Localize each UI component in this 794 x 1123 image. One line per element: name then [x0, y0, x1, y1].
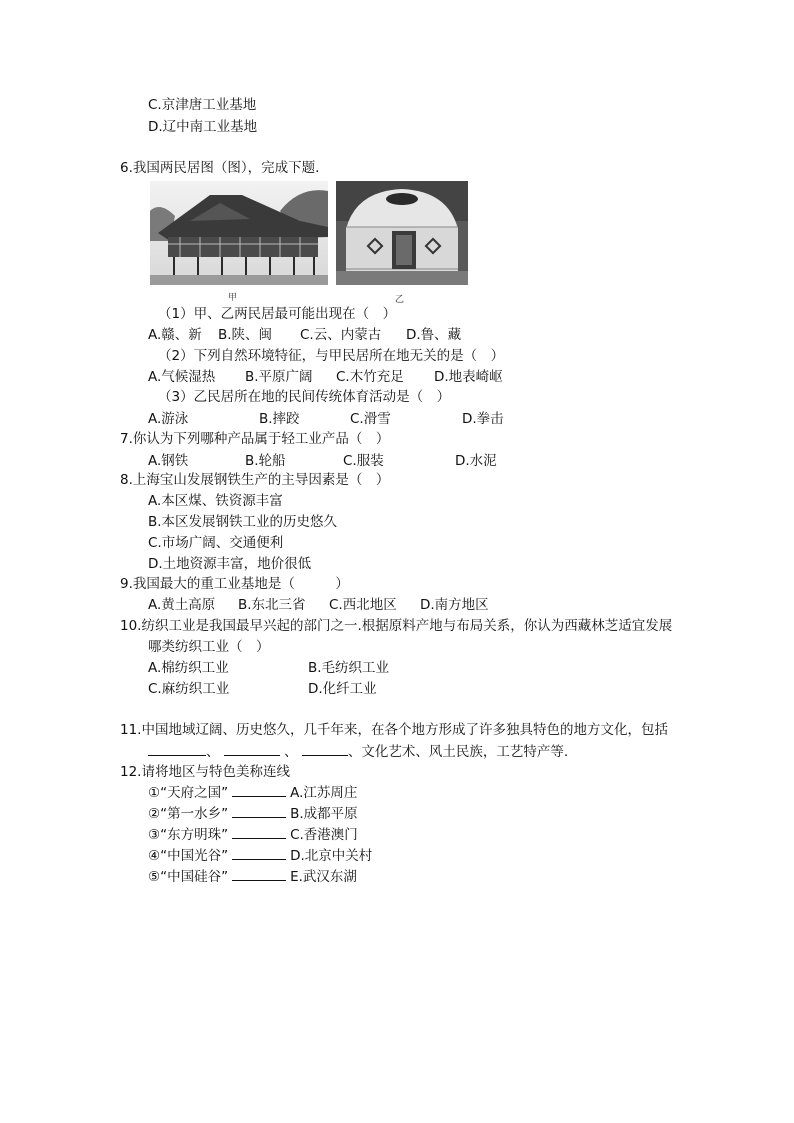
match-right-term: C.香港澳门	[290, 827, 358, 843]
answer-blank-3[interactable]	[302, 743, 348, 756]
q10-option-b: B.毛纺织工业	[308, 660, 390, 676]
q10-option-c: C.麻纺织工业	[148, 681, 230, 697]
q6-2-option-d: D.地表崎岖	[434, 369, 503, 385]
q8-option-b: B.本区发展钢铁工业的历史悠久	[148, 514, 338, 530]
match-right-term: D.北京中关村	[290, 848, 373, 864]
photo-caption-yi: 乙	[395, 295, 405, 305]
q7-option-d: D.水泥	[455, 453, 497, 469]
question-11-stem: 11.中国地域辽阔、历史悠久，几千年来，在各个地方形成了许多独具特色的地方文化，包括	[120, 722, 668, 738]
question-12-stem: 12.请将地区与特色美称连线	[120, 764, 290, 780]
q6-3-option-c: C.滑雪	[350, 411, 391, 427]
question-6-1-stem: （1）甲、乙两民居最可能出现在（ ）	[158, 306, 397, 322]
blank-separator: 、	[206, 744, 220, 760]
question-6-3-stem: （3）乙民居所在地的民间传统体育活动是（ ）	[158, 389, 451, 405]
q6-1-option-b: B.陕、闽	[218, 327, 273, 343]
match-row	[148, 868, 357, 886]
match-left-term: ③“东方明珠”	[148, 827, 229, 843]
answer-blank-2[interactable]	[224, 743, 280, 756]
photo-caption-jia: 甲	[228, 293, 238, 303]
q8-option-c: C.市场广阔、交通便利	[148, 535, 284, 551]
q9-option-a: A.黄土高原	[148, 597, 216, 613]
q6-1-option-d: D.鲁、藏	[406, 327, 462, 343]
match-line-blank[interactable]	[232, 805, 286, 818]
q7-option-b: B.轮船	[245, 453, 286, 469]
match-line-blank[interactable]	[232, 784, 286, 797]
question-7-stem: 7.你认为下列哪种产品属于轻工业产品（ ）	[120, 431, 390, 447]
match-row	[148, 826, 358, 844]
question-6-2-stem: （2）下列自然环境特征，与甲民居所在地无关的是（ ）	[158, 348, 505, 364]
q9-option-d: D.南方地区	[420, 597, 489, 613]
q6-1-option-c: C.云、内蒙古	[300, 327, 382, 343]
q6-2-option-b: B.平原广阔	[245, 369, 313, 385]
q10-option-a: A.棉纺织工业	[148, 660, 229, 676]
q6-1-option-a: A.赣、新	[148, 327, 202, 343]
blank-separator: 、	[284, 744, 298, 760]
q9-option-b: B.东北三省	[238, 597, 306, 613]
match-right-term: A.江苏周庄	[290, 785, 358, 801]
match-line-blank[interactable]	[232, 826, 286, 839]
match-left-term: ②“第一水乡”	[148, 806, 229, 822]
question-8-stem: 8.上海宝山发展钢铁生产的主导因素是（ ）	[120, 472, 390, 488]
q9-option-c: C.西北地区	[329, 597, 397, 613]
q6-2-option-c: C.木竹充足	[336, 369, 404, 385]
q7-option-a: A.钢铁	[148, 453, 189, 469]
option-c: C.京津唐工业基地	[148, 97, 257, 113]
match-left-term: ①“天府之国”	[148, 785, 229, 801]
question-11-blanks	[148, 743, 568, 761]
question-11-tail: 、文化艺术、风土民族，工艺特产等.	[347, 744, 569, 760]
q6-3-option-b: B.摔跤	[259, 411, 300, 427]
match-right-term: E.武汉东湖	[290, 869, 357, 885]
q8-option-a: A.本区煤、铁资源丰富	[148, 493, 283, 509]
q6-3-option-d: D.拳击	[462, 411, 504, 427]
match-row	[148, 847, 372, 865]
match-row	[148, 805, 358, 823]
match-line-blank[interactable]	[232, 847, 286, 860]
q7-option-c: C.服装	[343, 453, 384, 469]
match-left-term: ⑤“中国硅谷”	[148, 869, 229, 885]
question-9-stem: 9.我国最大的重工业基地是（ ）	[120, 576, 349, 592]
question-10-stem-cont: 哪类纺织工业（ ）	[148, 639, 270, 655]
match-line-blank[interactable]	[232, 868, 286, 881]
question-6-stem: 6.我国两民居图（图），完成下题.	[120, 160, 320, 176]
stilt-house-photo	[150, 181, 328, 285]
yurt-photo	[336, 181, 468, 285]
question-10-stem: 10.纺织工业是我国最早兴起的部门之一.根据原料产地与布局关系，你认为西藏林芝适宜发展	[120, 618, 673, 634]
q6-2-option-a: A.气候湿热	[148, 369, 216, 385]
answer-blank-1[interactable]	[148, 743, 206, 756]
q8-option-d: D.土地资源丰富，地价很低	[148, 556, 312, 572]
match-row	[148, 784, 357, 802]
match-left-term: ④“中国光谷”	[148, 848, 229, 864]
option-d: D.辽中南工业基地	[148, 119, 258, 135]
match-right-term: B.成都平原	[290, 806, 358, 822]
q6-3-option-a: A.游泳	[148, 411, 189, 427]
q10-option-d: D.化纤工业	[308, 681, 377, 697]
